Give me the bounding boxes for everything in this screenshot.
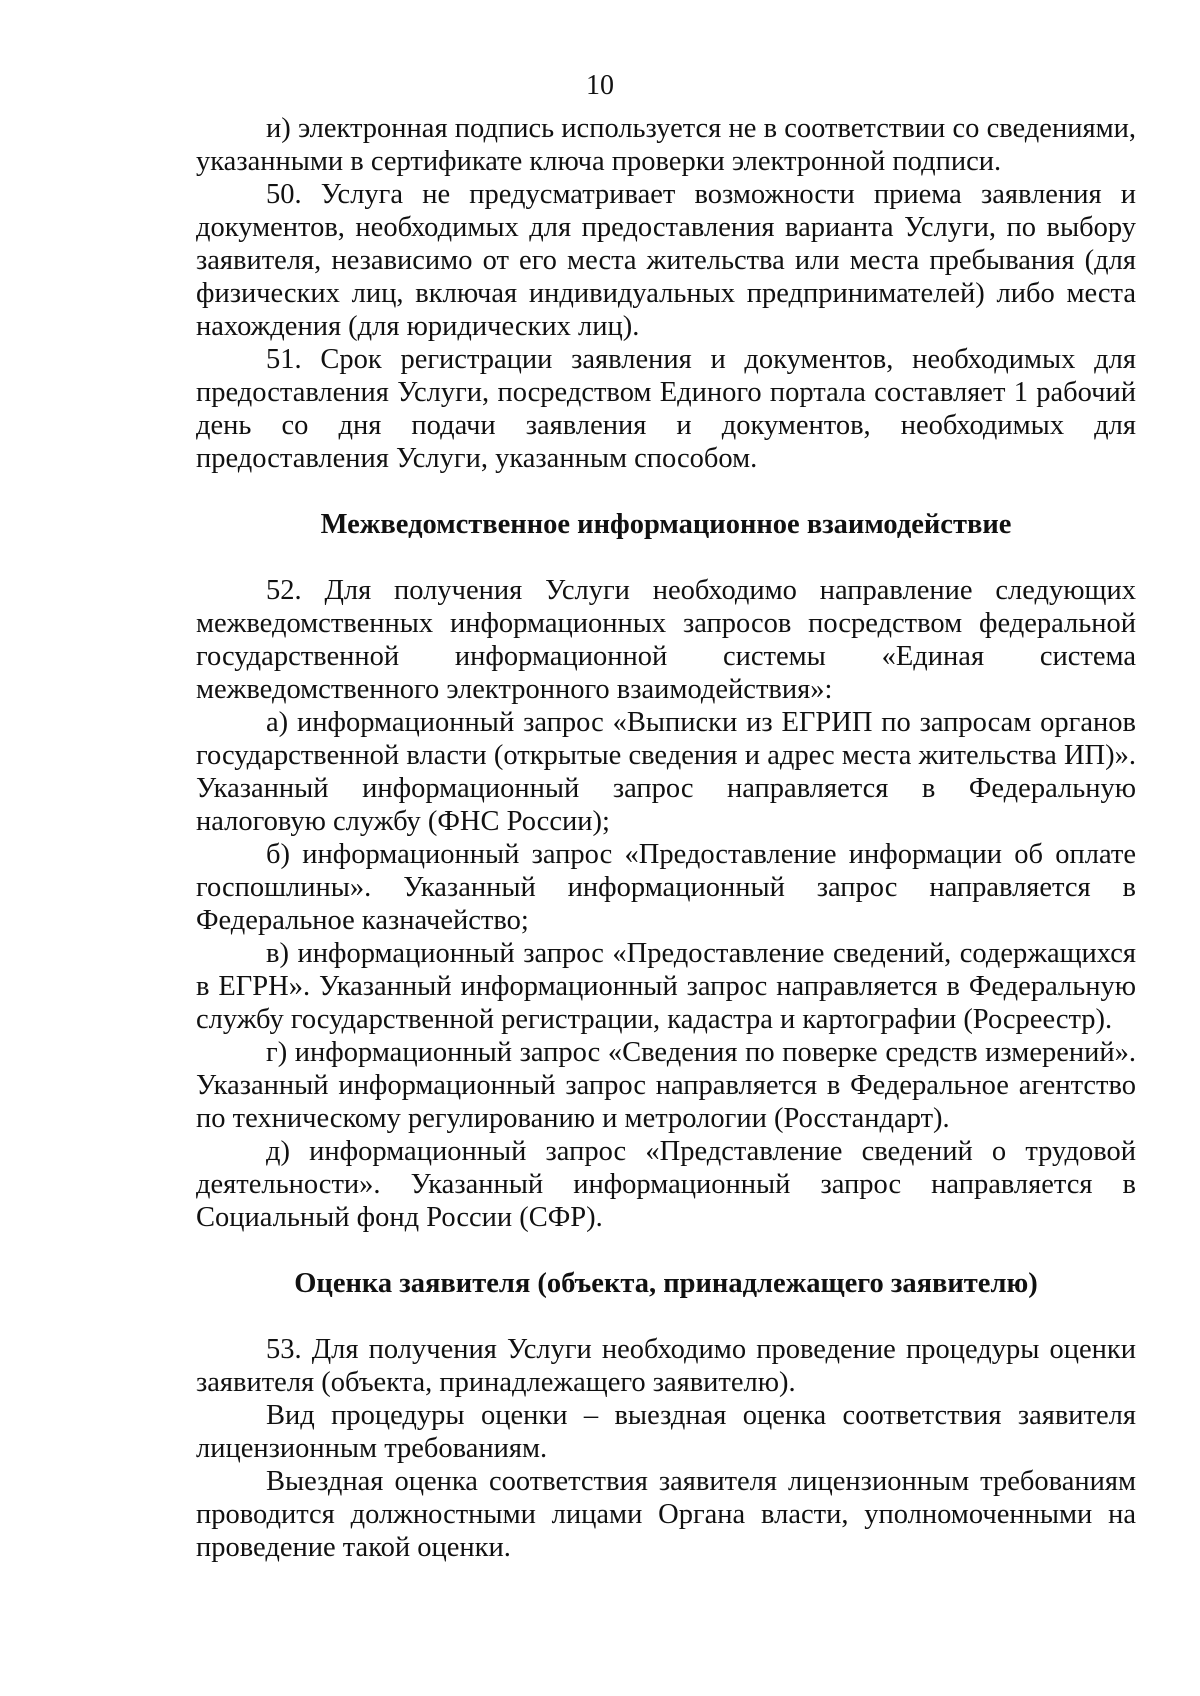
section-heading-applicant-assessment: Оценка заявителя (объекта, принадлежащего заявителю) bbox=[294, 1268, 1038, 1299]
paragraph-assessment-type: Вид процедуры оценки – выездная оценка соответствия заявителя лицензионным требованиям. bbox=[196, 1400, 1136, 1464]
section-interagency bbox=[196, 574, 1136, 1234]
section-intro bbox=[196, 112, 1136, 475]
paragraph-item-i: и) электронная подпись используется не в соответствии со сведениями, указанными в сертификате ключа проверки электронной подписи. bbox=[196, 113, 1136, 177]
paragraph-52-d: д) информационный запрос «Представление сведений о трудовой деятельности». Указанный информационный запрос направляется в Социальный фонд России (СФР). bbox=[196, 1136, 1136, 1233]
paragraph-52: 52. Для получения Услуги необходимо направление следующих межведомственных информационных запросов посредством федеральной государственной информационной системы «Единая система межведомственного электронного взаимодействия»: bbox=[196, 575, 1136, 705]
paragraph-52-g: г) информационный запрос «Сведения по поверке средств измерений». Указанный информационный запрос направляется в Федеральное агентство по техническому регулированию и метрологии (Росстандарт). bbox=[196, 1037, 1136, 1134]
section-applicant-assessment bbox=[196, 1333, 1136, 1564]
paragraph-50: 50. Услуга не предусматривает возможности приема заявления и документов, необходимых для предоставления варианта Услуги, по выбору заявителя, независимо от его места жительства или места пребывания (для физических лиц, включая индивидуальных предпринимателей) либо места нахождения (для юридических лиц). bbox=[196, 179, 1136, 342]
paragraph-52-a: а) информационный запрос «Выписки из ЕГРИП по запросам органов государственной власти (открытые сведения и адрес места жительства ИП)». Указанный информационный запрос направляется в Федеральную налоговую службу (ФНС России); bbox=[196, 707, 1136, 837]
paragraph-52-v: в) информационный запрос «Предоставление сведений, содержащихся в ЕГРН». Указанный информационный запрос направляется в Федеральную службу государственной регистрации, кадастра и картографии (Росреестр). bbox=[196, 938, 1136, 1035]
page-number: 10 bbox=[586, 70, 614, 101]
paragraph-52-b: б) информационный запрос «Предоставление информации об оплате госпошлины». Указанный информационный запрос направляется в Федеральное казначейство; bbox=[196, 839, 1136, 936]
paragraph-53: 53. Для получения Услуги необходимо проведение процедуры оценки заявителя (объекта, принадлежащего заявителю). bbox=[196, 1334, 1136, 1398]
paragraph-assessment-conduct: Выездная оценка соответствия заявителя лицензионным требованиям проводится должностными лицами Органа власти, уполномоченными на проведение такой оценки. bbox=[196, 1466, 1136, 1563]
paragraph-51: 51. Срок регистрации заявления и документов, необходимых для предоставления Услуги, посредством Единого портала составляет 1 рабочий день со дня подачи заявления и документов, необходимых для предоставления Услуги, указанным способом. bbox=[196, 344, 1136, 474]
document-body bbox=[196, 112, 1136, 1564]
section-heading-interagency: Межведомственное информационное взаимодействие bbox=[320, 509, 1012, 540]
